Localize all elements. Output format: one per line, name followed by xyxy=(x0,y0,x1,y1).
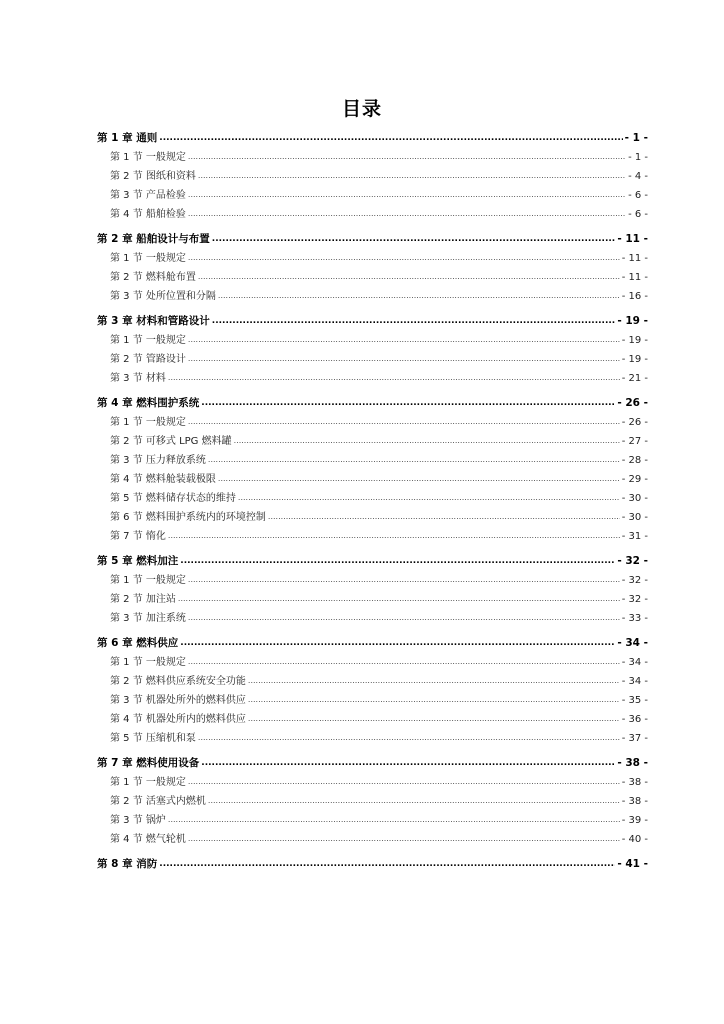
section-page-number: - 38 - xyxy=(621,796,648,807)
toc-section-entry[interactable] xyxy=(97,167,648,186)
section-page-number: - 19 - xyxy=(621,354,648,365)
dot-leader xyxy=(188,772,620,791)
section-page-number: - 35 - xyxy=(621,695,648,706)
toc-section-entry[interactable] xyxy=(97,186,648,205)
chapter-page-number: - 38 - xyxy=(617,757,648,769)
chapter-title: 第 2 章 船舶设计与布置 xyxy=(97,233,210,245)
section-page-number: - 34 - xyxy=(621,676,648,687)
chapter-page-number: - 11 - xyxy=(617,233,648,245)
section-page-number: - 1 - xyxy=(628,152,648,163)
section-title: 第 1 节 一般规定 xyxy=(110,657,186,668)
chapter-page-number: - 41 - xyxy=(617,858,648,870)
dot-leader xyxy=(168,368,620,387)
toc-section-entry[interactable] xyxy=(97,432,648,451)
section-title: 第 3 节 处所位置和分隔 xyxy=(110,291,216,302)
chapter-title: 第 5 章 燃料加注 xyxy=(97,555,179,567)
dot-leader xyxy=(188,652,620,671)
dot-leader xyxy=(168,810,620,829)
toc-section-entry[interactable] xyxy=(97,710,648,729)
dot-leader xyxy=(248,671,620,690)
section-page-number: - 27 - xyxy=(621,436,648,447)
dot-leader xyxy=(188,204,626,223)
chapter-page-number: - 26 - xyxy=(617,397,648,409)
toc-section-entry[interactable] xyxy=(97,527,648,546)
dot-leader xyxy=(188,349,620,368)
dot-leader xyxy=(201,753,615,773)
toc-section-entry[interactable] xyxy=(97,489,648,508)
section-title: 第 3 节 压力释放系统 xyxy=(110,455,206,466)
section-page-number: - 4 - xyxy=(628,171,648,182)
toc-section-entry[interactable] xyxy=(97,350,648,369)
toc-section-entry[interactable] xyxy=(97,413,648,432)
section-page-number: - 34 - xyxy=(621,657,648,668)
section-page-number: - 36 - xyxy=(621,714,648,725)
chapter-title: 第 3 章 材料和管路设计 xyxy=(97,315,210,327)
dot-leader xyxy=(198,166,626,185)
chapter-title: 第 8 章 消防 xyxy=(97,858,158,870)
dot-leader xyxy=(180,551,615,571)
toc-section-entry[interactable] xyxy=(97,205,648,224)
dot-leader xyxy=(159,854,615,874)
section-page-number: - 6 - xyxy=(628,190,648,201)
dot-leader xyxy=(178,589,620,608)
toc-section-entry[interactable] xyxy=(97,369,648,388)
section-title: 第 3 节 锅炉 xyxy=(110,815,166,826)
dot-leader xyxy=(218,469,620,488)
section-title: 第 1 节 一般规定 xyxy=(110,335,186,346)
section-title: 第 2 节 燃料供应系统安全功能 xyxy=(110,676,246,687)
toc-section-entry[interactable] xyxy=(97,653,648,672)
section-title: 第 1 节 一般规定 xyxy=(110,417,186,428)
section-page-number: - 26 - xyxy=(621,417,648,428)
section-title: 第 2 节 活塞式内燃机 xyxy=(110,796,206,807)
section-title: 第 6 节 燃料围护系统内的环境控制 xyxy=(110,512,266,523)
toc-chapter-entry[interactable] xyxy=(97,311,648,331)
toc-section-entry[interactable] xyxy=(97,148,648,167)
chapter-title: 第 4 章 燃料围护系统 xyxy=(97,397,200,409)
section-title: 第 3 节 机器处所外的燃料供应 xyxy=(110,695,246,706)
section-page-number: - 16 - xyxy=(621,291,648,302)
chapter-title: 第 6 章 燃料供应 xyxy=(97,637,179,649)
toc-section-entry[interactable] xyxy=(97,830,648,849)
dot-leader xyxy=(188,185,626,204)
dot-leader xyxy=(188,412,620,431)
section-title: 第 2 节 可移式 LPG 燃料罐 xyxy=(110,436,232,447)
section-page-number: - 31 - xyxy=(621,531,648,542)
toc-section-entry[interactable] xyxy=(97,729,648,748)
toc-chapter-entry[interactable] xyxy=(97,128,648,148)
section-page-number: - 30 - xyxy=(621,512,648,523)
section-title: 第 5 节 燃料储存状态的维持 xyxy=(110,493,236,504)
section-page-number: - 37 - xyxy=(621,733,648,744)
toc-chapter-entry[interactable] xyxy=(97,229,648,249)
toc-section-entry[interactable] xyxy=(97,249,648,268)
section-page-number: - 39 - xyxy=(621,815,648,826)
toc-section-entry[interactable] xyxy=(97,287,648,306)
toc-chapter-entry[interactable] xyxy=(97,551,648,571)
section-title: 第 2 节 燃料舱布置 xyxy=(110,272,196,283)
table-of-contents xyxy=(97,128,648,874)
chapter-page-number: - 34 - xyxy=(617,637,648,649)
toc-section-entry[interactable] xyxy=(97,451,648,470)
section-page-number: - 28 - xyxy=(621,455,648,466)
chapter-page-number: - 32 - xyxy=(617,555,648,567)
dot-leader xyxy=(188,147,626,166)
section-title: 第 4 节 燃料舱装载极限 xyxy=(110,474,216,485)
section-page-number: - 29 - xyxy=(621,474,648,485)
section-title: 第 2 节 加注站 xyxy=(110,594,176,605)
section-title: 第 7 节 惰化 xyxy=(110,531,166,542)
chapter-page-number: - 19 - xyxy=(617,315,648,327)
dot-leader xyxy=(198,267,620,286)
toc-section-entry[interactable] xyxy=(97,811,648,830)
section-page-number: - 33 - xyxy=(621,613,648,624)
toc-section-entry[interactable] xyxy=(97,691,648,710)
dot-leader xyxy=(188,829,620,848)
dot-leader xyxy=(208,791,620,810)
toc-title: 目录 xyxy=(341,98,382,120)
section-title: 第 2 节 图纸和资料 xyxy=(110,171,196,182)
chapter-title: 第 7 章 燃料使用设备 xyxy=(97,757,200,769)
section-page-number: - 30 - xyxy=(621,493,648,504)
toc-section-entry[interactable] xyxy=(97,672,648,691)
toc-chapter-entry[interactable] xyxy=(97,753,648,773)
dot-leader xyxy=(234,431,620,450)
toc-chapter-entry[interactable] xyxy=(97,633,648,653)
section-title: 第 1 节 一般规定 xyxy=(110,777,186,788)
section-page-number: - 32 - xyxy=(621,594,648,605)
chapter-title: 第 1 章 通则 xyxy=(97,132,158,144)
dot-leader xyxy=(198,728,620,747)
section-title: 第 1 节 一般规定 xyxy=(110,253,186,264)
dot-leader xyxy=(218,286,620,305)
section-title: 第 1 节 一般规定 xyxy=(110,152,186,163)
toc-section-entry[interactable] xyxy=(97,773,648,792)
toc-section-entry[interactable] xyxy=(97,590,648,609)
dot-leader xyxy=(248,690,620,709)
section-page-number: - 11 - xyxy=(621,272,648,283)
toc-section-entry[interactable] xyxy=(97,571,648,590)
dot-leader xyxy=(208,450,620,469)
toc-section-entry[interactable] xyxy=(97,792,648,811)
section-title: 第 3 节 加注系统 xyxy=(110,613,186,624)
dot-leader xyxy=(188,248,620,267)
dot-leader xyxy=(268,507,620,526)
dot-leader xyxy=(159,128,622,148)
section-page-number: - 21 - xyxy=(621,373,648,384)
dot-leader xyxy=(188,330,620,349)
dot-leader xyxy=(188,570,620,589)
section-page-number: - 38 - xyxy=(621,777,648,788)
section-title: 第 5 节 压缩机和泵 xyxy=(110,733,196,744)
dot-leader xyxy=(238,488,620,507)
section-title: 第 2 节 管路设计 xyxy=(110,354,186,365)
section-page-number: - 11 - xyxy=(621,253,648,264)
section-title: 第 4 节 船舶检验 xyxy=(110,209,186,220)
dot-leader xyxy=(248,709,620,728)
dot-leader xyxy=(212,311,616,331)
section-title: 第 3 节 产品检验 xyxy=(110,190,186,201)
dot-leader xyxy=(201,393,615,413)
dot-leader xyxy=(168,526,620,545)
section-title: 第 3 节 材料 xyxy=(110,373,166,384)
dot-leader xyxy=(180,633,615,653)
section-page-number: - 6 - xyxy=(628,209,648,220)
toc-section-entry[interactable] xyxy=(97,268,648,287)
toc-section-entry[interactable] xyxy=(97,609,648,628)
toc-section-entry[interactable] xyxy=(97,331,648,350)
section-page-number: - 40 - xyxy=(621,834,648,845)
section-page-number: - 19 - xyxy=(621,335,648,346)
section-title: 第 4 节 燃气轮机 xyxy=(110,834,186,845)
toc-chapter-entry[interactable] xyxy=(97,854,648,874)
dot-leader xyxy=(188,608,620,627)
section-title: 第 4 节 机器处所内的燃料供应 xyxy=(110,714,246,725)
section-page-number: - 32 - xyxy=(621,575,648,586)
toc-chapter-entry[interactable] xyxy=(97,393,648,413)
dot-leader xyxy=(212,229,616,249)
section-title: 第 1 节 一般规定 xyxy=(110,575,186,586)
chapter-page-number: - 1 - xyxy=(624,132,648,144)
toc-section-entry[interactable] xyxy=(97,508,648,527)
toc-section-entry[interactable] xyxy=(97,470,648,489)
